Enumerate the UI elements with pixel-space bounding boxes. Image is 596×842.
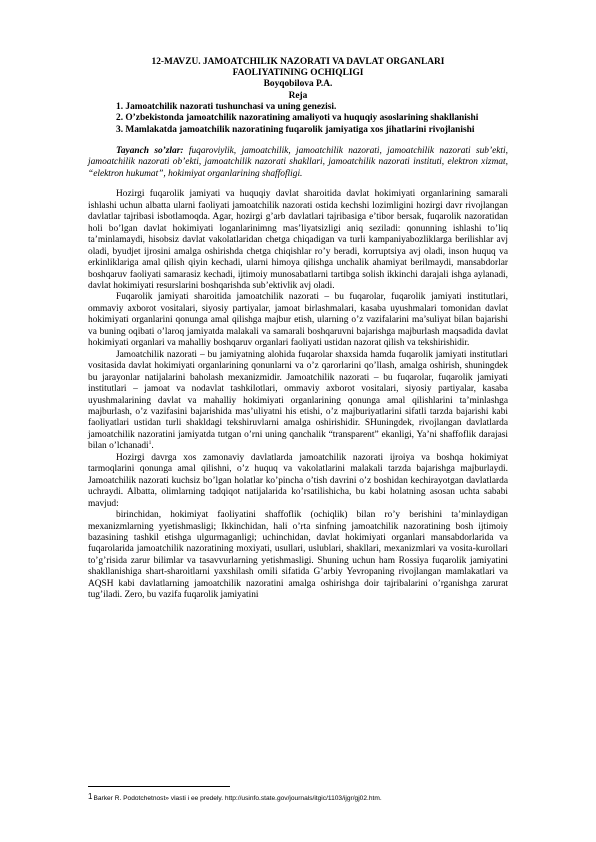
footnote-number: 1	[88, 792, 93, 801]
plan-list	[88, 102, 508, 137]
footnote-text[interactable]: Barker R. Podotchetnost» vlasti i ee predely. http://usinfo.state.gov/journals/itgic/1103/ijgr/gj02.htm.	[93, 795, 382, 802]
body-text	[88, 189, 508, 601]
footnote-separator	[88, 786, 230, 787]
paragraph: Hozirgi fuqarolik jamiyati va huquqiy davlat sharoitida davlat hokimiyati organlarining samarali ishlashi uchun albatta ularni faoliyati jamoatchilik nazorati ostida kechshi lozimligini hozirgi davr rivojlangan davlatlar tajribasi isbotlamoqda. Agar, hozirgi g’arb davlatlari tajribasiga e’tibor bersak, fuqarolik nazoratidan holi bo’lgan davlat hokimiyati loganlarinimng mas’liyatsizligi aniq seziladi: qonunning ishlashi to’liq ta’minlamaydi, hisobsiz davlat vakolatlaridan chetga chiqadigan va turli kampaniyabozliklarga berilishlar avj oladi, byudjet ijrosini amalga oshirishda chetga chiqishlar ro’y beradi, korruptsiya avj oladi, inson huquq va erkinliklariga amal qilish qiyin kechadi, ularni himoya qilishga unchalik ahamiyat berilmaydi, mansabdorlar boshqaruv faoliyati samarasiz kechadi, ijtimoiy munosabatlarni tartibga solish ikkinchi darajali ishga aylanadi, davlat hokimiyati resurslarini boshqarishda sub’ektivlik avj oladi.	[88, 189, 508, 291]
plan-heading: Reja	[288, 90, 308, 101]
paragraph	[88, 292, 508, 349]
keywords-text: fuqaroviylik, jamoatchilik, jamoatchilik nazorati, jamoatchilik nazorati sub’ekti, jamoatchilik nazorati ob’ekti, jamoatchilik nazorati shakllari, jamoatchilik nazorati instituti, elektron xizmat, “elektron hukumat”, hokimiyat organlarining shaffofligi.	[88, 145, 508, 179]
footnote-reference[interactable]: 1	[148, 440, 152, 447]
document-title-line-2: FAOLIYATINING OCHIQLIGI	[232, 68, 364, 79]
keywords-label: Tayanch so’zlar:	[116, 145, 184, 156]
paragraph: Hozirgi davrga xos zamonaviy davlatlarda jamoatchilik nazorati ijroiya va boshqa hokimiyat tarmoqlarini qonunga amal qilishni, o’z huquq va vakolatlarini malakali tarzda bajarishga majburlaydi. Jamoatchilik nazorati kuchsiz bo’lgan holatlar ko’pincha o’tish davrini o’z boshidan kechirayotgan davlatlarda uchraydi. Albatta, olimlarning tadqiqot natijalarida ko’rsatilishicha, bu kabi holatning asosan uchta sababi mavjud:	[88, 452, 508, 509]
footnote	[88, 792, 508, 803]
paragraph: birinchidan, hokimiyat faoliyatini shaffoflik (ochiqlik) bilan ro’y berishini ta’minlaydigan mexanizmlarning yyetishmasligi; Ikkinchidan, hali o’rta sinfning jamoatchilik nazoratining bosh ijtimoiy bazasining tashkil etishga ulgurmaganligi; uchinchidan, davlat hokimiyati organlari mansabdorlarida va fuqarolarida jamoatchilik nazoratining moxiyati, usullari, uslublari, shakllari, mexanizmlari va vosita-kurollari to’g’risida zarur bilimlar va tasavvurlarning yetishmasligi. Shuning uchun ham Rossiya fuqarolik jamiyatini shakllanishiga shart-sharoitlarni yaxshilash omili sifatida G’arbiy Yevropaning rivojlangan mamlakatlari va AQSH kabi davlatlarning jamoatchilik nazoratini amalga oshirishga doir tajribalarini o’rganishga zarurat tug’iladi. Zero, bu vazifa fuqarolik jamiyatini	[88, 510, 508, 601]
keywords-paragraph	[88, 146, 508, 181]
author-name: Boyqobilova P.A.	[263, 79, 333, 90]
plan-item: 3. Mamlakatda jamoatchilik nazoratining fuqarolik jamiyatiga xos jihatlarini rivojlanishi	[116, 125, 475, 135]
document-page	[88, 57, 508, 602]
paragraph-text: Jamoatchilik nazorati – bu jamiyatning alohida fuqarolar shaxsida hamda fuqarolik jamiyati institutlari vositasida davlat hokimiyati organlarining qonunlarni va o’z qarorlarini qo’llash, amalga oshirish, shuningdek bu jarayonlar natijalarini baholash mexanizmidir. Jamoatchilik nazorati – bu fuqarolar, fuqarolik jamiyati institutlari – jamoat va nodavlat tashkilotlari, ommaviy axborot vositalari, siyosiy partiyalar, kasaba uyushmalarining davlat va mahalliy hokimiyati organlarining qonunga amal qilishlarini ta’minlashga majburlash, o’z vazifasini bajarishida mas’uliyatni his etishi, o’z majburiyatlarini sifatli tarzda bajarishi kabi faoliyatlari ustidan turli shakldagi tekshiruvlarni amalga oshirishidir. SHuningdek, rivojlangan davlatlarda jamoatchilik nazoratini jamiyatda tutgan o’rni uning qanchalik “transparent” ekanligi, Ya’ni shaffoflik darajasi bilan o’lchanadi	[88, 349, 508, 452]
plan-item: 2. O’zbekistonda jamoatchilik nazoratining amaliyoti va huquqiy asoslarining shakllanishi	[116, 113, 479, 124]
document-title-line-1: 12-MAVZU. JAMOATCHILIK NAZORATI VA DAVLAT ORGANLARI	[151, 57, 445, 67]
paragraph: Jamoatchilik nazorati – bu jamiyatning alohida fuqarolar shaxsida hamda fuqarolik jamiyati institutlari vositasida davlat hokimiyati organlarining qonunlarni va o’z qarorlarini qo’llash, amalga oshirish, shuningdek bu jarayonlar natijalarini baholash mexanizmidir. Jamoatchilik nazorati – bu fuqarolar, fuqarolik jamiyati institutlari – jamoat va nodavlat tashkilotlari, ommaviy axborot vositalari, siyosiy partiyalar, kasaba uyushmalarining davlat va mahalliy hokimiyati organlarining qonunga amal qilishlarini ta’minlashga majburlash, o’z vazifasini bajarishida mas’uliyatni his etishi, o’z majburiyatlarini sifatli tarzda bajarishi kabi faoliyatlari ustidan turli shakldagi tekshiruvlarni amalga oshirishidir. SHuningdek, rivojlangan davlatlarda jamoatchilik nazoratini jamiyatda tutgan o’rni uning qanchalik “transparent” ekanligi, Ya’ni shaffoflik darajasi bilan o’lchanadi$^1$.	[88, 349, 508, 452]
plan-item: 1. Jamoatchilik nazorati tushunchasi va uning genezisi.	[116, 101, 337, 112]
paragraph-text: Fuqarolik jamiyati sharoitida jamoatchilik nazorati – bu fuqarolar, fuqarolik jamiyati institutlari, ommaviy axborot vositalari, siyosiy partiyalar, jamoat birlashmalari, kasaba uyushmalari tomonidan davlat hokimiyati organlarini qonunga amal qilishga majbur etish, ularning o’z vazifalarini ma’suliyat bilan bajarishi va buning oqibati o’laroq jamiyatda malakali va samarali boshqaruvni bajarishga majburlash maqsadida davlat hokimiyati organlari va mahalliy boshqaruv organlari faoliyati ustidan nazorat qilish va tekshirishidir.	[88, 292, 508, 349]
